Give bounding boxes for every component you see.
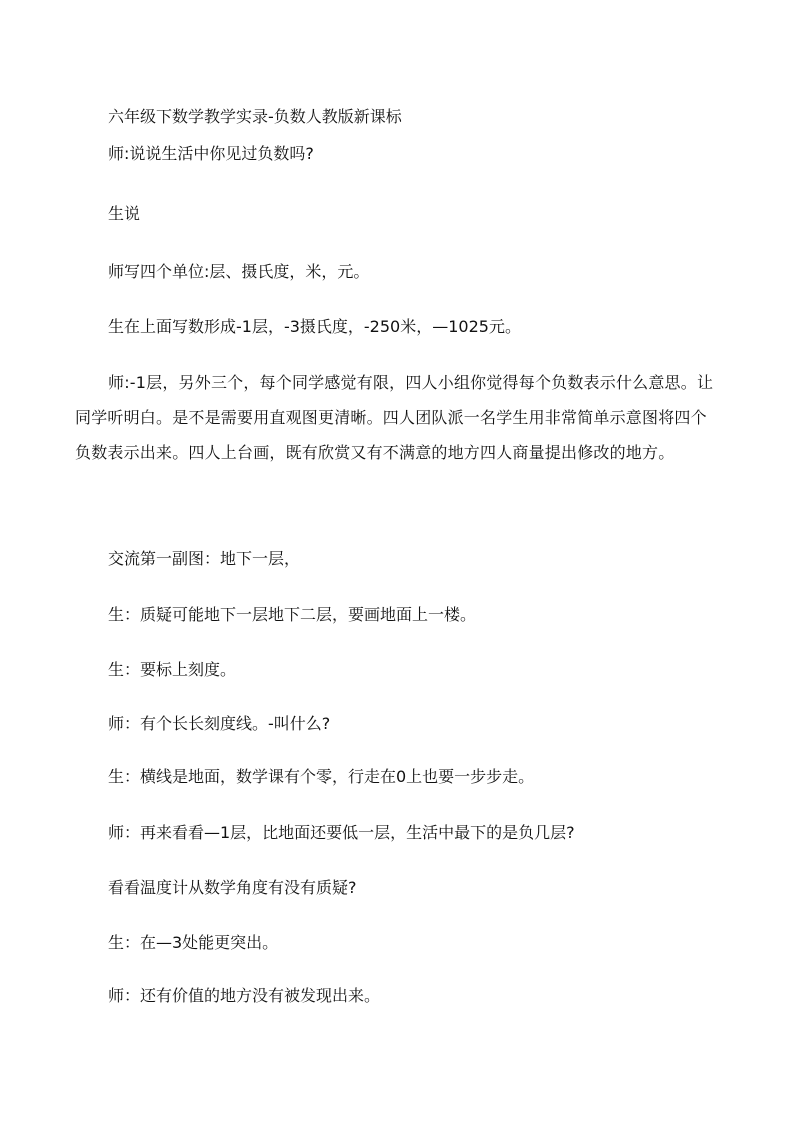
paragraph-line: 生：横线是地面，数学课有个零，行走在0上也要一步步走。 bbox=[108, 767, 535, 786]
paragraph-line: 师：再来看看—1层，比地面还要低一层，生活中最下的是负几层? bbox=[108, 823, 575, 842]
paragraph-block: 师:-1层，另外三个，每个同学感觉有限，四人小组你觉得每个负数表示什么意思。让同学听明白。是不是需要用直观图更清晰。四人团队派一名学生用非常简单示意图将四个负数表示出来。四人上台画，既有欣赏又有不满意的地方四人商量提出修改的地方。 bbox=[75, 373, 714, 462]
paragraph-line: 交流第一副图：地下一层， bbox=[108, 549, 301, 568]
paragraph-line: 生：在—3处能更突出。 bbox=[108, 933, 279, 952]
paragraph-line: 师:说说生活中你见过负数吗? bbox=[108, 144, 314, 163]
paragraph-line: 生：质疑可能地下一层地下二层，要画地面上一楼。 bbox=[108, 605, 477, 624]
paragraph-line: 师写四个单位:层、摄氏度，米，元。 bbox=[108, 262, 370, 281]
paragraph-line: 生在上面写数形成-1层，-3摄氏度，-250米，—1025元。 bbox=[108, 317, 521, 336]
paragraph-line: 生说 bbox=[108, 204, 141, 223]
paragraph-line: 师：有个长长刻度线。-叫什么? bbox=[108, 714, 331, 733]
paragraph-line: 看看温度计从数学角度有没有质疑? bbox=[108, 878, 357, 897]
paragraph-line: 生：要标上刻度。 bbox=[108, 660, 237, 679]
paragraph-line: 师：还有价值的地方没有被发现出来。 bbox=[108, 986, 381, 1005]
document-title: 六年级下数学教学实录-负数人教版新课标 bbox=[108, 107, 402, 126]
